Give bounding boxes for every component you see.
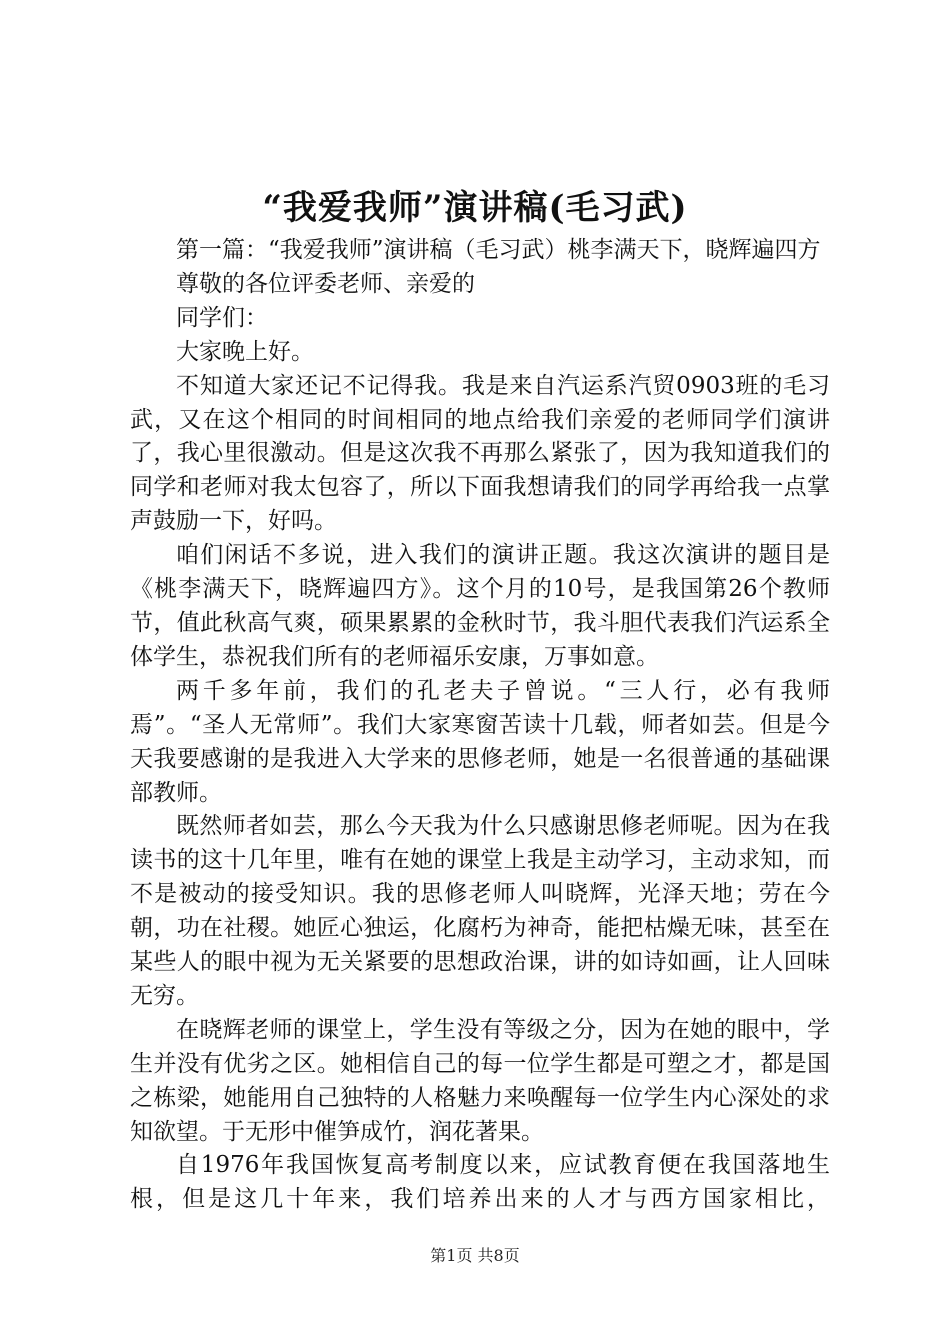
paragraph: 咱们闲话不多说，进入我们的演讲正题。我这次演讲的题目是《桃李满天下，晓辉遍四方》。这个月的10号，是我国第26个教师节，值此秋高气爽，硕果累累的金秋时节，我斗胆代表我们汽运系全体学生，恭祝我们所有的老师福乐安康，万事如意。	[130, 542, 830, 670]
paragraph: 自1976年我国恢复高考制度以来，应试教育便在我国落地生根，但是这几十年来，我们培养出来的人才与西方国家相比，	[130, 1152, 830, 1213]
document-title: “我爱我师”演讲稿(毛习武)	[262, 188, 688, 228]
paragraph: 两千多年前，我们的孔老夫子曾说。“三人行，必有我师焉”。“圣人无常师”。我们大家寒窗苦读十几载，师者如芸。但是今天我要感谢的是我进入大学来的思修老师，她是一名很普通的基础课部教师。	[130, 677, 830, 806]
paragraph: 大家晚上好。	[176, 338, 314, 365]
page-number-footer: 第1页 共8页	[430, 1246, 520, 1265]
paragraph: 尊敬的各位评委老师、亲爱的	[176, 270, 475, 297]
document-body	[130, 234, 830, 1217]
paragraph: 第一篇：“我爱我师”演讲稿（毛习武）桃李满天下，晓辉遍四方	[176, 237, 821, 263]
paragraph: 不知道大家还记不记得我。我是来自汽运系汽贸0903班的毛习武，又在这个相同的时间相同的地点给我们亲爱的老师同学们演讲了，我心里很激动。但是这次我不再那么紧张了，因为我知道我们的同学和老师对我太包容了，所以下面我想请我们的同学再给我一点掌声鼓励一下，好吗。	[130, 372, 830, 535]
paragraph: 同学们：	[176, 304, 268, 331]
paragraph: 在晓辉老师的课堂上，学生没有等级之分，因为在她的眼中，学生并没有优劣之区。她相信自己的每一位学生都是可塑之才，都是国之栋梁，她能用自己独特的人格魅力来唤醒每一位学生内心深处的求知欲望。于无形中催笋成竹，润花著果。	[130, 1016, 830, 1145]
paragraph: 既然师者如芸，那么今天我为什么只感谢思修老师呢。因为在我读书的这十几年里，唯有在她的课堂上我是主动学习，主动求知，而不是被动的接受知识。我的思修老师人叫晓辉，光泽天地；劳在今朝，功在社稷。她匠心独运，化腐朽为神奇，能把枯燥无味，甚至在某些人的眼中视为无关紧要的思想政治课，讲的如诗如画，让人回味无穷。	[130, 813, 830, 1009]
